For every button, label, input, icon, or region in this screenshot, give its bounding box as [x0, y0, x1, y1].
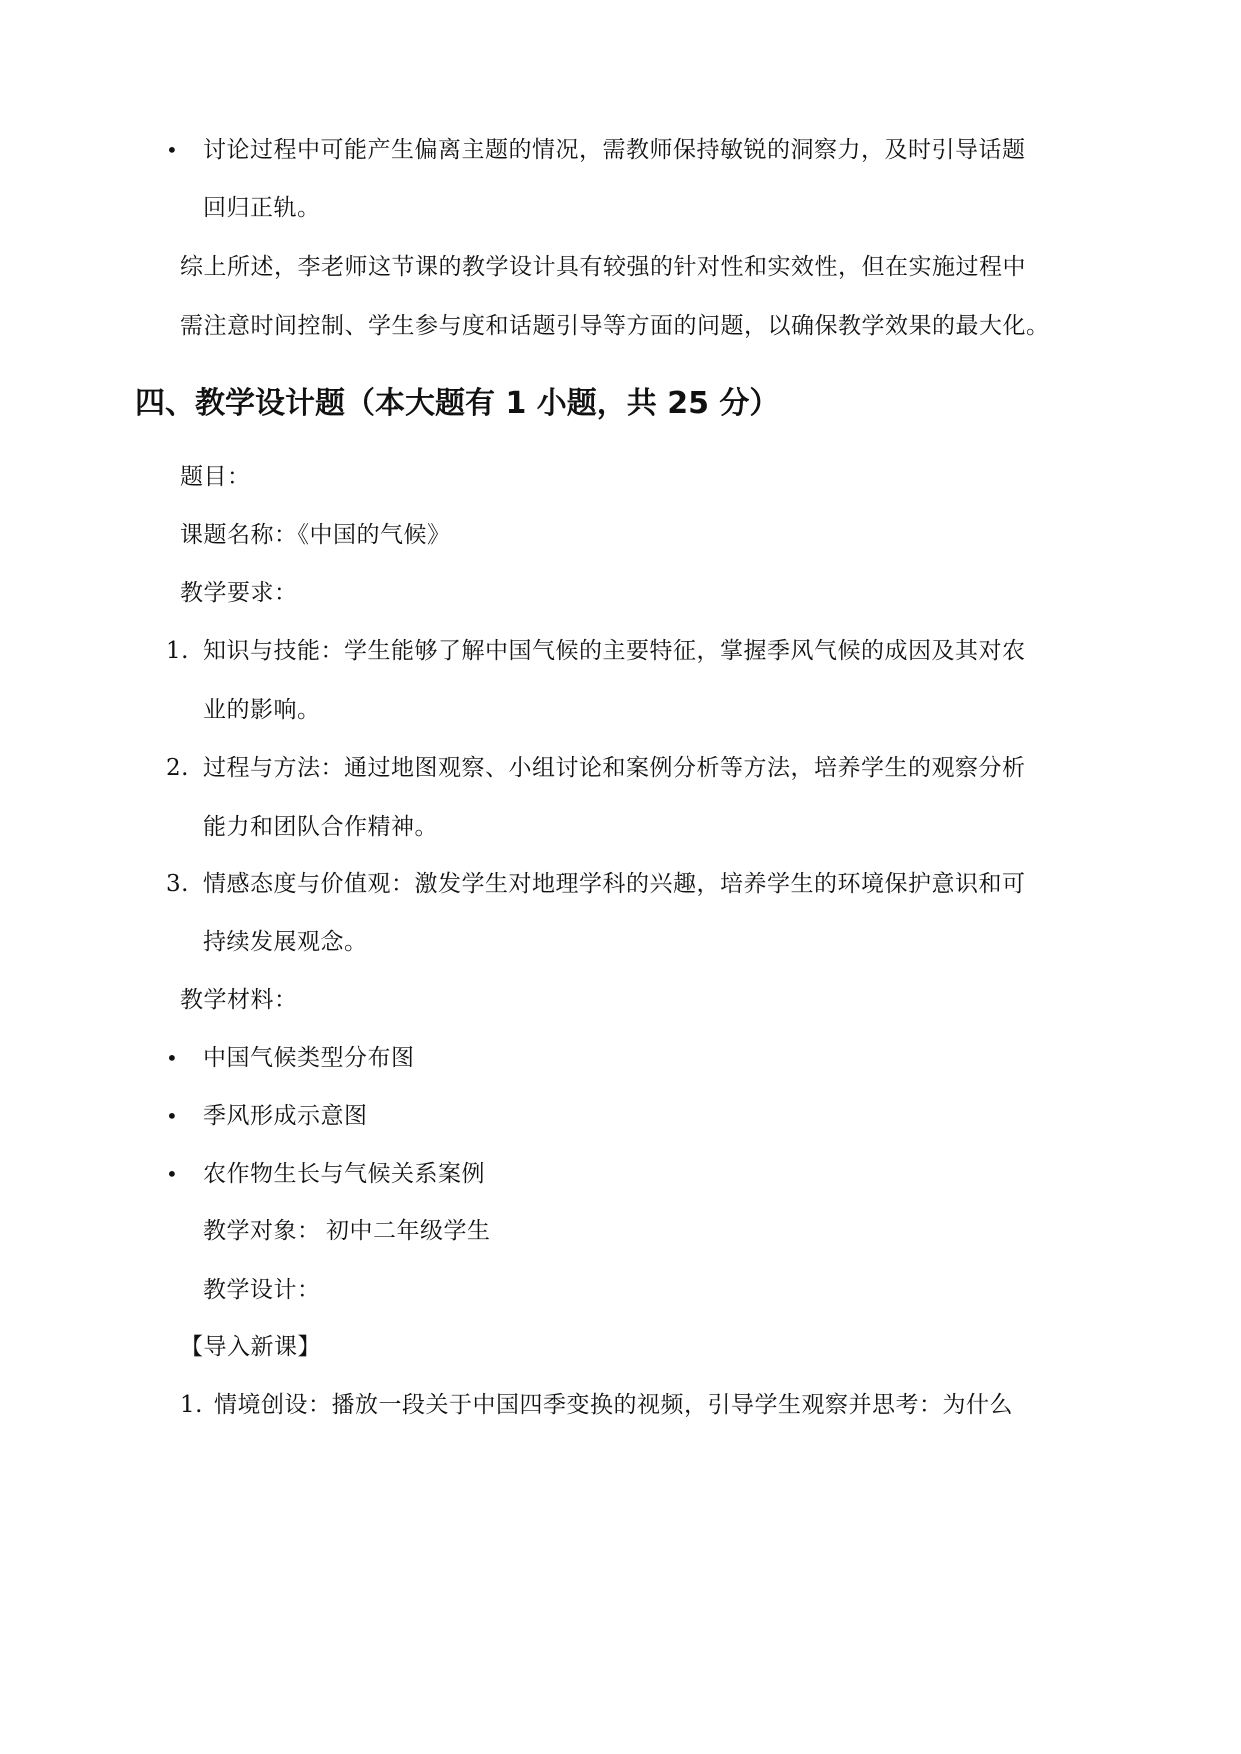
list-item-line: 知识与技能：学生能够了解中国气候的主要特征，掌握季风气候的成因及其对农 [203, 638, 1026, 664]
bullet-marker: • [166, 138, 178, 162]
list-item-line: 能力和团队合作精神。 [203, 814, 438, 840]
material-item: 中国气候类型分布图 [203, 1045, 415, 1071]
summary-paragraph-line: 综上所述，李老师这节课的教学设计具有较强的针对性和实效性，但在实施过程中 [180, 254, 1026, 280]
material-item: 农作物生长与气候关系案例 [203, 1161, 485, 1187]
audience-label: 教学对象： [203, 1218, 321, 1244]
section-heading: 四、教学设计题（本大题有 1 小题，共 25 分） [135, 386, 780, 421]
requirements-label: 教学要求： [180, 580, 298, 606]
intro-item-text: 情境创设：播放一段关于中国四季变换的视频，引导学生观察并思考：为什么 [214, 1392, 1013, 1418]
materials-label: 教学材料： [180, 987, 298, 1013]
question-label: 题目： [180, 464, 251, 490]
summary-paragraph-line: 需注意时间控制、学生参与度和话题引导等方面的问题，以确保教学效果的最大化。 [180, 313, 1050, 339]
design-label: 教学设计： [203, 1277, 321, 1303]
bullet-marker: • [166, 1104, 178, 1128]
list-item-line: 持续发展观念。 [203, 929, 368, 955]
list-number: 3. [166, 871, 189, 897]
list-number: 1. [166, 638, 189, 664]
audience-value: 初中二年级学生 [326, 1218, 491, 1244]
bullet-text-line: 讨论过程中可能产生偏离主题的情况，需教师保持敏锐的洞察力，及时引导话题 [203, 137, 1026, 163]
list-item-line: 业的影响。 [203, 697, 321, 723]
material-item: 季风形成示意图 [203, 1103, 368, 1129]
list-item-line: 过程与方法：通过地图观察、小组讨论和案例分析等方法，培养学生的观察分析 [203, 755, 1026, 781]
list-item-line: 情感态度与价值观：激发学生对地理学科的兴趣，培养学生的环境保护意识和可 [203, 871, 1026, 897]
list-number: 2. [166, 755, 189, 781]
intro-label: 【导入新课】 [180, 1334, 321, 1360]
list-number: 1. [180, 1392, 203, 1418]
topic-line: 课题名称：《中国的气候》 [180, 522, 451, 548]
bullet-marker: • [166, 1162, 178, 1186]
bullet-marker: • [166, 1046, 178, 1070]
bullet-text-line: 回归正轨。 [203, 195, 321, 221]
